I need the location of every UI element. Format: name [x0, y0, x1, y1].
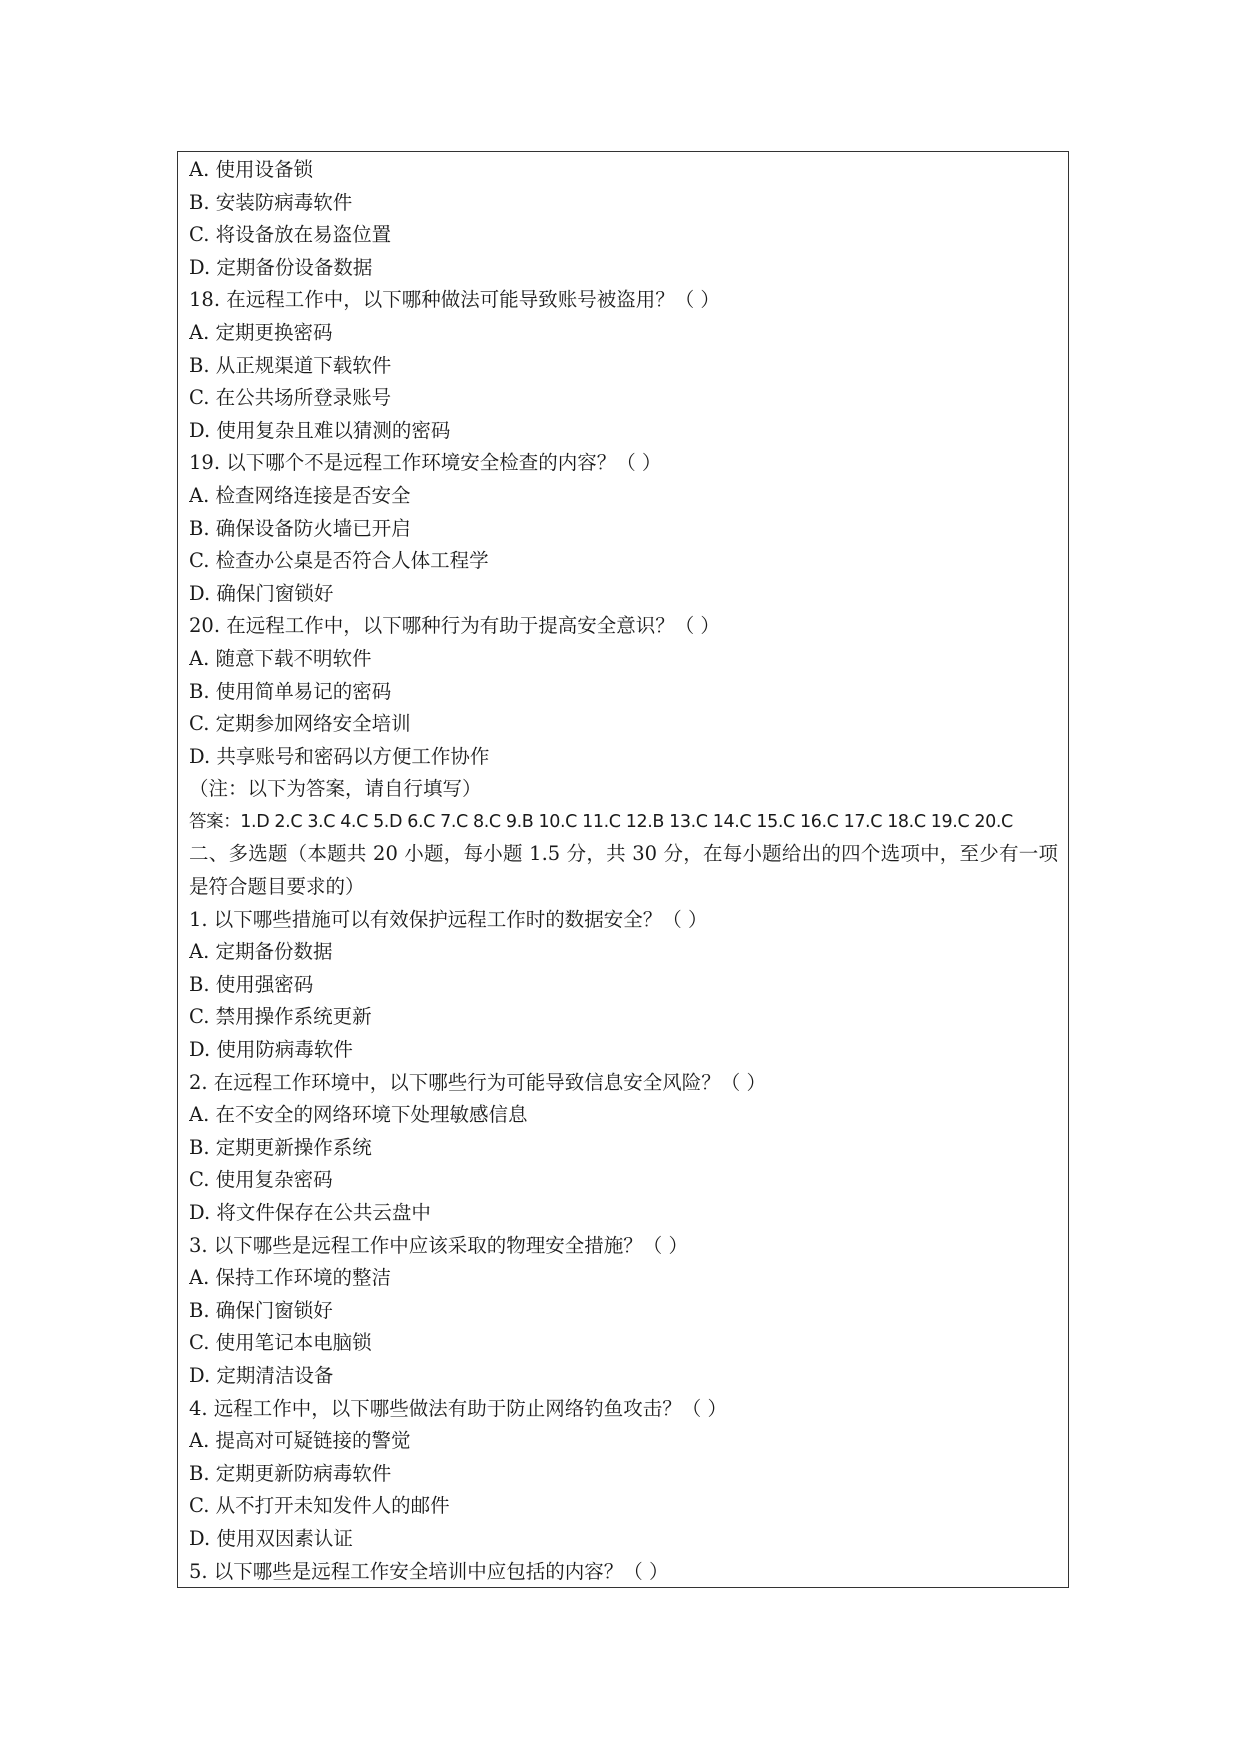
option-line: A. 定期更换密码 [189, 320, 333, 344]
option-line: A. 提高对可疑链接的警觉 [189, 1429, 411, 1453]
answer-key-line: 答案：1.D 2.C 3.C 4.C 5.D 6.C 7.C 8.C 9.B 10.C 11.C 12.B 13.C 14.C 15.C 16.C 17.C 18.C 19.C 20.C [189, 811, 1013, 832]
option-line: A. 在不安全的网络环境下处理敏感信息 [189, 1103, 528, 1127]
option-line: B. 安装防病毒软件 [189, 190, 353, 214]
option-line: C. 使用复杂密码 [189, 1168, 333, 1192]
option-line: B. 使用简单易记的密码 [189, 679, 392, 703]
option-line: C. 在公共场所登录账号 [189, 386, 392, 410]
option-line: B. 定期更新操作系统 [189, 1135, 372, 1159]
question-line: 5. 以下哪些是远程工作安全培训中应包括的内容？（ ） [189, 1559, 669, 1583]
option-line: C. 将设备放在易盗位置 [189, 223, 392, 247]
question-line: 3. 以下哪些是远程工作中应该采取的物理安全措施？（ ） [189, 1233, 689, 1257]
question-line: 4. 远程工作中，以下哪些做法有助于防止网络钓鱼攻击？（ ） [189, 1396, 728, 1420]
question-line: 19. 以下哪个不是远程工作环境安全检查的内容？（ ） [189, 451, 662, 475]
option-line: B. 确保设备防火墙已开启 [189, 516, 411, 540]
option-line: C. 从不打开未知发件人的邮件 [189, 1494, 450, 1518]
question-line: 18. 在远程工作中，以下哪种做法可能导致账号被盗用？（ ） [189, 288, 720, 312]
note-line: （注：以下为答案，请自行填写） [189, 777, 482, 801]
option-line: B. 使用强密码 [189, 972, 314, 996]
option-line: A. 定期备份数据 [189, 940, 333, 964]
option-line: D. 确保门窗锁好 [189, 581, 334, 605]
option-line: C. 使用笔记本电脑锁 [189, 1331, 372, 1355]
option-line: D. 定期清洁设备 [189, 1363, 334, 1387]
option-line: B. 定期更新防病毒软件 [189, 1461, 392, 1485]
option-line: D. 使用复杂且难以猜测的密码 [189, 418, 451, 442]
question-line: 20. 在远程工作中，以下哪种行为有助于提高安全意识？（ ） [189, 614, 720, 638]
option-line: A. 随意下载不明软件 [189, 646, 372, 670]
option-line: D. 使用防病毒软件 [189, 1038, 353, 1062]
question-line: 1. 以下哪些措施可以有效保护远程工作时的数据安全？（ ） [189, 907, 708, 931]
option-line: A. 检查网络连接是否安全 [189, 483, 411, 507]
option-line: D. 使用双因素认证 [189, 1526, 353, 1550]
option-line: B. 确保门窗锁好 [189, 1298, 333, 1322]
option-line: D. 共享账号和密码以方便工作协作 [189, 744, 490, 768]
option-line: C. 禁用操作系统更新 [189, 1005, 372, 1029]
document-frame [177, 151, 1069, 1588]
option-line: D. 定期备份设备数据 [189, 255, 373, 279]
option-line: A. 保持工作环境的整洁 [189, 1266, 391, 1290]
option-line: A. 使用设备锁 [189, 158, 313, 181]
section-heading: 二、多选题（本题共 20 小题，每小题 1.5 分，共 30 分，在每小题给出的四个选项中，至少有一项是符合题目要求的） [189, 842, 1058, 899]
option-line: C. 定期参加网络安全培训 [189, 712, 411, 736]
option-line: D. 将文件保存在公共云盘中 [189, 1201, 431, 1224]
option-line: B. 从正规渠道下载软件 [189, 353, 392, 377]
question-line: 2. 在远程工作环境中，以下哪些行为可能导致信息安全风险？（ ） [189, 1070, 767, 1094]
option-line: C. 检查办公桌是否符合人体工程学 [189, 549, 489, 573]
